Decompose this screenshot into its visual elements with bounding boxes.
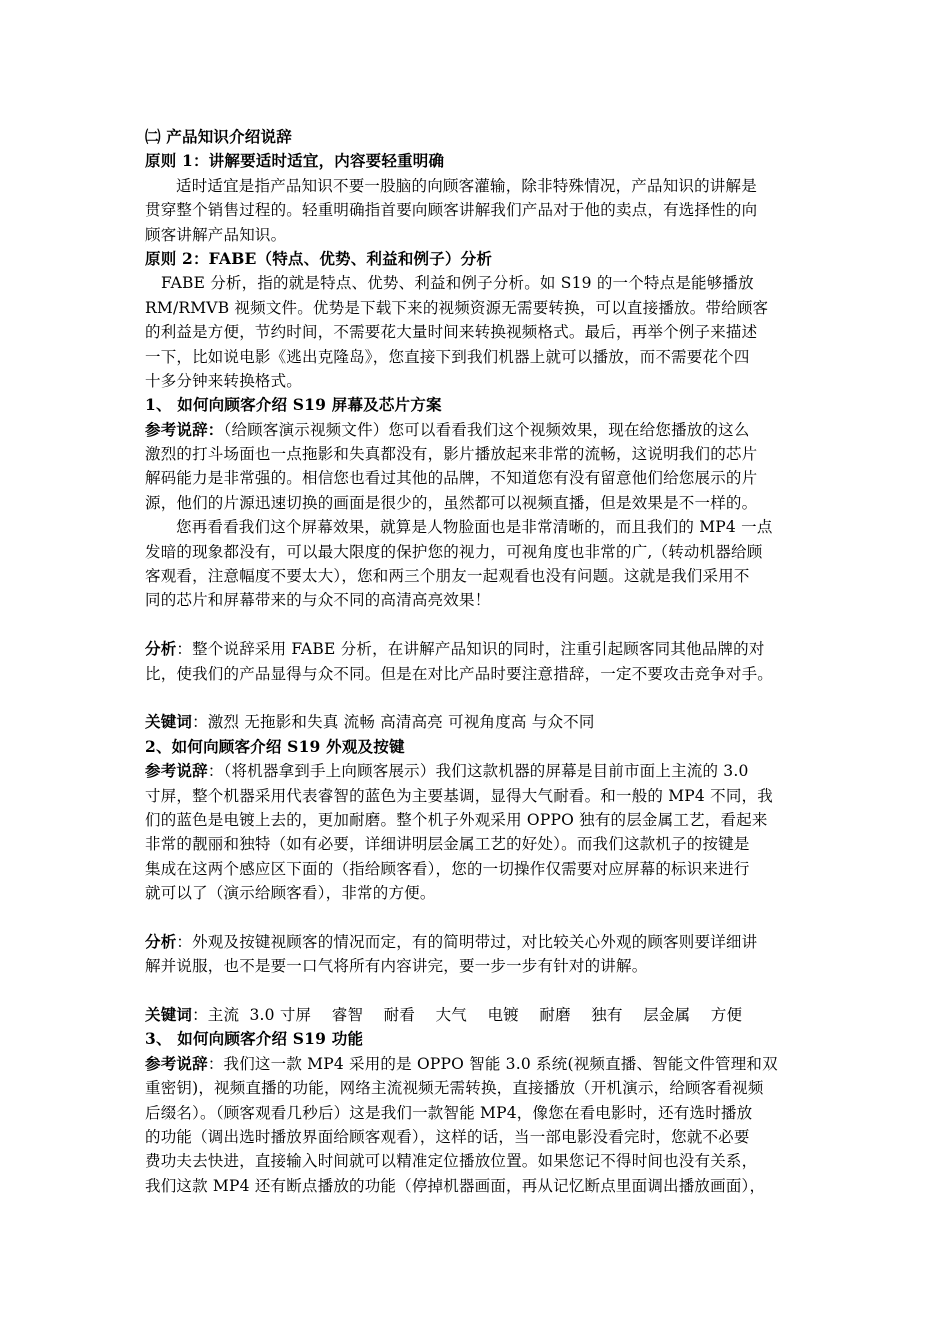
section1-ref-line: 激烈的打斗场面也一点拖影和失真都没有，影片播放起来非常的流畅，这说明我们的芯片	[145, 445, 758, 464]
section3-ref-line: 后缀名）。（顾客观看几秒后）这是我们一款智能 MP4，像您在看电影时，还有选时播放	[145, 1103, 753, 1122]
section2-ref-line: 就可以了（演示给顾客看），非常的方便。	[145, 884, 436, 903]
principle2-line: FABE 分析，指的就是特点、优势、利益和例子分析。如 S19 的一个特点是能够播放	[161, 274, 754, 293]
ref-text: （给顾客演示视频文件）您可以看看我们这个视频效果，现在给您播放的这么	[223, 420, 750, 439]
ref-label: 参考说辞	[145, 761, 208, 781]
section1-analysis-line: 比，使我们的产品显得与众不同。但是在对比产品时要注意措辞，一定不要攻击竞争对手。	[145, 664, 774, 683]
ref-text: ：（将机器拿到手上向顾客展示）我们这款机器的屏幕是目前市面上主流的 3.0	[207, 762, 749, 781]
section1-analysis-line	[145, 637, 807, 661]
section3-ref-line	[145, 1052, 807, 1076]
principle1-heading: 原则 1：讲解要适时适宜，内容要轻重明确	[145, 151, 445, 171]
spacer	[145, 686, 807, 710]
section2-ref-line: 寸屏，整个机器采用代表睿智的蓝色为主要基调，显得大气耐看。和一般的 MP4 不同，我	[145, 786, 773, 805]
principle2-line: RM/RMVB 视频文件。优势是下载下来的视频资源无需要转换，可以直接播放。带给顾客	[145, 298, 769, 317]
spacer	[145, 613, 807, 637]
spacer	[145, 906, 807, 930]
principle2-line: 十多分钟来转换格式。	[145, 371, 303, 390]
principle1-line: 适时适宜是指产品知识不要一股脑的向顾客灌输，除非特殊情况，产品知识的讲解是	[176, 176, 757, 195]
section1-ref-line	[145, 418, 807, 442]
section1-ref-line: 解码能力是非常强的。相信您也看过其他的品牌，不知道您有没有留意他们给您展示的片	[145, 469, 758, 488]
section2-ref-line: 们的蓝色是电镀上去的，更加耐磨。整个机子外观采用 OPPO 独有的层金属工艺，看起来	[145, 810, 768, 829]
principle1-line: 顾客讲解产品知识。	[145, 225, 287, 244]
section2-keywords	[145, 1003, 807, 1027]
principle2-line: 的利益是方便，节约时间，不需要花大量时间来转换视频格式。最后，再举个例子来描述	[145, 323, 758, 342]
section3-ref-line: 我们这款 MP4 还有断点播放的功能（停掉机器画面，再从记忆断点里面调出播放画面），	[145, 1176, 766, 1195]
section1-heading: 1、 如何向顾客介绍 S19 屏幕及芯片方案	[145, 395, 442, 415]
analysis-label: 分析	[145, 639, 177, 659]
keywords-label: 关键词	[145, 1005, 193, 1025]
analysis-label: 分析	[145, 931, 177, 951]
section3-heading: 3、 如何向顾客介绍 S19 功能	[145, 1029, 364, 1049]
analysis-text: ：整个说辞采用 FABE 分析，在讲解产品知识的同时，注重引起顾客同其他品牌的对	[176, 640, 765, 659]
spacer	[145, 979, 807, 1003]
section2-heading: 2、如何向顾客介绍 S19 外观及按键	[145, 736, 405, 756]
section1-keywords	[145, 710, 807, 734]
keywords-text: ：主流 3.0 寸屏 睿智 耐看 大气 电镀 耐磨 独有 层金属 方便	[192, 1006, 743, 1025]
ref-text: ：我们这一款 MP4 采用的是 OPPO 智能 3.0 系统(视频直播、智能文件管理和双	[207, 1054, 778, 1073]
section3-ref-line: 重密钥)，视频直播的功能，网络主流视频无需转换，直接播放（开机演示，给顾客看视频	[145, 1079, 764, 1098]
section1-ref-line: 您再看看我们这个屏幕效果，就算是人物脸面也是非常清晰的，而且我们的 MP4 一点	[176, 518, 773, 537]
section1-ref-line: 客观看，注意幅度不要太大），您和两三个朋友一起观看也没有问题。这就是我们采用不	[145, 567, 750, 586]
keywords-label: 关键词	[145, 712, 193, 732]
section1-ref-line: 发暗的现象都没有，可以最大限度的保护您的视力，可视角度也非常的广,（转动机器给顾	[145, 542, 763, 561]
section2-analysis-line: 解并说服，也不是要一口气将所有内容讲完，要一步一步有针对的讲解。	[145, 957, 648, 976]
analysis-text: ：外观及按键视顾客的情况而定，有的简明带过，对比较关心外观的顾客则要详细讲	[176, 932, 758, 951]
keywords-text: ：激烈 无拖影和失真 流畅 高清高亮 可视角度高 与众不同	[192, 713, 595, 732]
principle2-line: 一下，比如说电影《逃出克隆岛》，您直接下到我们机器上就可以播放，而不需要花个四	[145, 347, 750, 366]
section2-ref-line: 集成在这两个感应区下面的（指给顾客看），您的一切操作仅需要对应屏幕的标识来进行	[145, 859, 750, 878]
section3-ref-line: 费功夫去快进，直接输入时间就可以精准定位播放位置。如果您记不得时间也没有关系，	[145, 1152, 758, 1171]
section2-analysis-line	[145, 930, 807, 954]
principle2-heading: 原则 2：FABE（特点、优势、利益和例子）分析	[145, 248, 493, 268]
section2-ref-line: 非常的靓丽和独特（如有必要，详细讲明层金属工艺的好处）。而我们这款机子的按键是	[145, 835, 750, 854]
section-title: ㈡ 产品知识介绍说辞	[145, 127, 292, 146]
section1-ref-line: 同的芯片和屏幕带来的与众不同的高清高亮效果！	[145, 591, 491, 610]
principle1-line: 贯穿整个销售过程的。轻重明确指首要向顾客讲解我们产品对于他的卖点，有选择性的向	[145, 201, 758, 220]
ref-label: 参考说辞	[145, 1053, 208, 1073]
ref-label: 参考说辞：	[145, 419, 224, 439]
section1-ref-line: 源，他们的片源迅速切换的画面是很少的，虽然都可以视频直播，但是效果是不一样的。	[145, 493, 758, 512]
section3-ref-line: 的功能（调出选时播放界面给顾客观看），这样的话，当一部电影没看完时，您就不必要	[145, 1128, 750, 1147]
section2-ref-line	[145, 759, 807, 783]
document-page	[145, 125, 807, 1198]
